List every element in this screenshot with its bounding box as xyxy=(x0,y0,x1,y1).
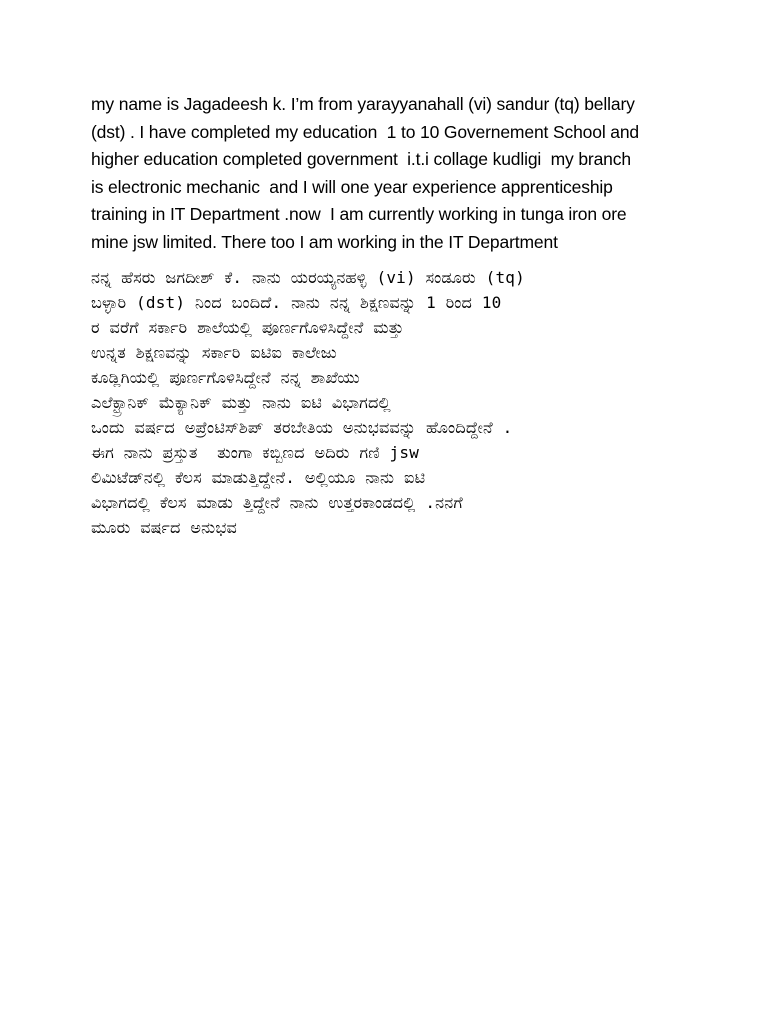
kannada-paragraph-line: ಕೂಡ್ಲಿಗಿಯಲ್ಲಿ ಪೂರ್ಣಗೊಳಿಸಿದ್ದೇನೆ ನನ್ನ ಶಾಖೆಯು xyxy=(91,368,360,387)
english-paragraph-line: is electronic mechanic and I will one year experience apprenticeship xyxy=(91,177,613,197)
english-paragraph-line: training in IT Department .now I am currently working in tunga iron ore xyxy=(91,204,627,224)
english-paragraph-line: higher education completed government i.t.i collage kudligi my branch xyxy=(91,149,631,169)
kannada-paragraph-line: ಉನ್ನತ ಶಿಕ್ಷಣವನ್ನು ಸರ್ಕಾರಿ ಐಟಿಐ ಕಾಲೇಜು xyxy=(91,343,337,362)
kannada-paragraph-line: ರ ವರೆಗೆ ಸರ್ಕಾರಿ ಶಾಲೆಯಲ್ಲಿ ಪೂರ್ಣಗೊಳಿಸಿದ್ದೇನೆ ಮತ್ತು xyxy=(91,318,404,337)
kannada-paragraph-line: ವಿಭಾಗದಲ್ಲಿ ಕೆಲಸ ಮಾಡು ತ್ತಿದ್ದೇನೆ ನಾನು ಉತ್ತರಕಾಂಡದಲ್ಲಿ .ನನಗೆ xyxy=(91,493,463,512)
kannada-paragraph-line: ಮೂರು ವರ್ಷದ ಅನುಭವ xyxy=(91,518,237,537)
kannada-paragraph-line: ನನ್ನ ಹೆಸರು ಜಗದೀಶ್ ಕೆ. ನಾನು ಯರಯ್ಯನಹಳ್ಳಿ (vi) ಸಂಡೂರು (tq) xyxy=(91,268,525,287)
english-paragraph-line: mine jsw limited. There too I am working in the IT Department xyxy=(91,232,558,252)
kannada-paragraph-line: ಲಿಮಿಟೆಡ್‌ನಲ್ಲಿ ಕೆಲಸ ಮಾಡುತ್ತಿದ್ದೇನೆ. ಅಲ್ಲಿಯೂ ನಾನು ಐಟಿ xyxy=(91,468,426,487)
english-paragraph-line: my name is Jagadeesh k. I’m from yarayyanahall (vi) sandur (tq) bellary xyxy=(91,94,635,114)
kannada-paragraph-line: ಬಳ್ಳಾರಿ (dst) ನಿಂದ ಬಂದಿದೆ. ನಾನು ನನ್ನ ಶಿಕ್ಷಣವನ್ನು 1 ರಿಂದ 10 xyxy=(91,293,502,312)
kannada-paragraph-line: ಒಂದು ವರ್ಷದ ಅಪ್ರೆಂಟಿಸ್‌ಶಿಪ್ ತರಬೇತಿಯ ಅನುಭವವನ್ನು ಹೊಂದಿದ್ದೇನೆ . xyxy=(91,418,513,437)
kannada-paragraph-line: ಎಲೆಕ್ಟ್ರಾನಿಕ್ ಮೆಕ್ಯಾನಿಕ್ ಮತ್ತು ನಾನು ಐಟಿ ವಿಭಾಗದಲ್ಲಿ xyxy=(91,393,391,412)
english-paragraph-line: (dst) . I have completed my education 1 to 10 Governement School and xyxy=(91,122,640,142)
kannada-paragraph-line: ಈಗ ನಾನು ಪ್ರಸ್ತುತ ತುಂಗಾ ಕಬ್ಬಿಣದ ಅದಿರು ಗಣಿ jsw xyxy=(91,443,420,462)
